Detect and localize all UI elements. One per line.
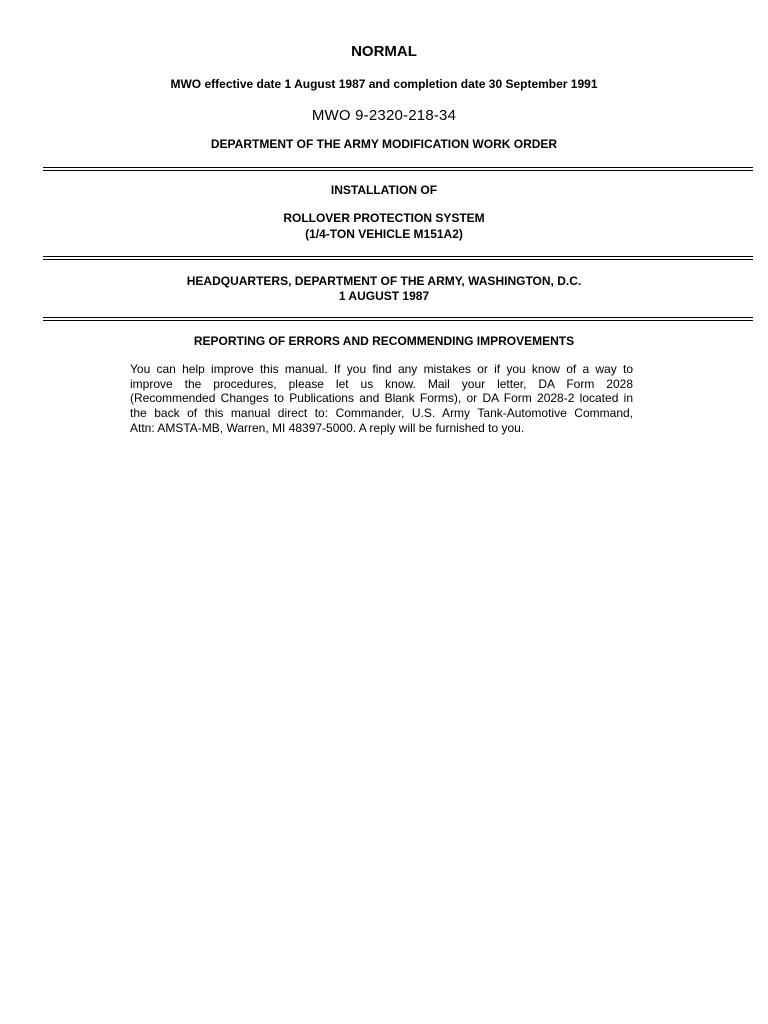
effective-dates: MWO effective date 1 August 1987 and completion date 30 September 1991	[170, 77, 598, 91]
department-title: DEPARTMENT OF THE ARMY MODIFICATION WORK ORDER	[210, 137, 558, 151]
system-name: ROLLOVER PROTECTION SYSTEM	[283, 211, 485, 225]
reporting-heading: REPORTING OF ERRORS AND RECOMMENDING IMPROVEMENTS	[193, 334, 575, 348]
headquarters-date: 1 AUGUST 1987	[338, 289, 430, 303]
paragraph-line: (Recommended Changes to Publications and Blank Forms), or DA Form 2028-2 located in	[130, 391, 633, 406]
reporting-paragraph	[130, 362, 633, 435]
divider-2	[43, 256, 753, 260]
installation-heading: INSTALLATION OF	[330, 183, 438, 197]
paragraph-line: You can help improve this manual. If you find any mistakes or if you know of a way to	[130, 362, 633, 376]
vehicle-designation: (1/4-TON VEHICLE M151A2)	[305, 227, 463, 241]
headquarters-line: HEADQUARTERS, DEPARTMENT OF THE ARMY, WASHINGTON, D.C.	[186, 274, 582, 288]
divider-3	[43, 317, 753, 321]
paragraph-line: the back of this manual direct to: Commander, U.S. Army Tank-Automotive Command,	[130, 406, 633, 421]
status-heading: NORMAL	[351, 43, 417, 60]
paragraph-line: Attn: AMSTA-MB, Warren, MI 48397-5000. A reply will be furnished to you.	[130, 420, 525, 435]
divider-1	[43, 167, 753, 171]
mwo-number: MWO 9-2320-218-34	[311, 107, 457, 124]
paragraph-line: improve the procedures, please let us know. Mail your letter, DA Form 2028	[130, 376, 633, 391]
